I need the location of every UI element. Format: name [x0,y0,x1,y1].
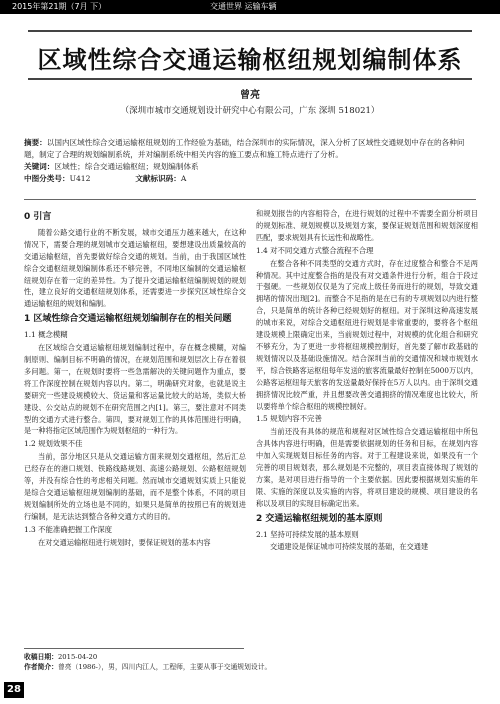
doc-code-value: A [180,174,187,183]
page-number: 28 [4,682,24,698]
subsection-heading: 1.1 概念模糊 [24,330,68,340]
paragraph: 当前还没有具体的规范和规程对区域性综合交通运输枢纽中所包含具体内容进行明确，但是需要依据规划的任务和目标，在规划内容中加入实现规划目标任务的内容。对于工程建设来说，如果没有一个完善的项目规划表，那么规划是不完整的，项目表直接体现了规划的方案，是对项目进行指导的一个主要依据。因此要根据规划实施的年限、实施的深度以及实施的内容，将项目建设的规模、项目建设的名称以及项目的实现目标确定出来。 [256,427,478,508]
section-heading: 1 区域性综合交通运输枢纽规划编制存在的相关问题 [24,314,232,325]
doc-code-label: 文献标识码： [135,174,181,183]
keywords-text: 区域性；综合交通运输枢纽；规划编制体系 [54,162,199,171]
subsection-heading: 1.3 不能准确把握工作深度 [24,524,113,534]
title-box [28,30,472,80]
bio-label: 作者简介： [24,663,58,671]
left-column [24,208,246,548]
author-bio: 曾亮（1986-），男，四川内江人，工程师，主要从事于交通规划设计。 [57,663,272,671]
paper-title: 区域性综合交通运输枢纽规划编制体系 [37,46,463,74]
subsection-heading: 2.1 坚持可持续发展的基本原则 [256,529,359,539]
abstract-label: 摘要： [24,138,47,147]
subsection-heading: 1.4 对不同交通方式整合流程不合理 [256,245,374,255]
paragraph: 在区域综合交通运输枢纽规划编制过程中，存在概念模糊，对编制原则、编制目标不明确的情况，在规划范围和规划层次上存在着很多问题。第一，在规划时要将一些急需解决的关键问题作为重点，要将工作深度控制在规划内容以内。第二，明确研究对象，也就是说主要研究一些建设规模较大、货运量和客运量比较大的站场，类似大桥建设、公交站点的规划不在研究范围之内[1]。第三，要注意对不同类型的交通方式进行整合。第四，要对规划工作的具体范围进行明确，是一种将指定区域范围作为规划枢纽的一种行为。 [24,343,246,436]
paper-meta [24,161,476,185]
header-divider [24,199,476,200]
author-bio-line [24,662,476,672]
paragraph: 随着公路交通行业的不断发展，城市交通压力越来越大，在这种情况下，需要合理的规划城市交通运输枢纽，要想建设出质量较高的交通运输枢纽，首先要做好综合交通的规划。当前，由于我国区域性综合交通枢纽规划编制体系还不够完善，不同地区编制的交通运输枢纽规划存在着一定的差异性。为了提升交通运输枢纽编制规划的规划性，建立良好的交通枢纽规划体系，还需要进一步探究区域性综合交通运输枢纽的规划和编制。 [24,227,246,309]
clc-value: U412 [69,174,91,183]
keywords-line [24,161,476,173]
subsection-heading: 1.5 规划内容不完善 [256,414,322,424]
classification-line [24,173,476,185]
abstract [24,137,476,161]
received-date-line [24,652,476,662]
abstract-text: 以国内区域性综合交通运输枢纽规划的工作经验为基础，结合深圳市的实际情况，深入分析了区域性交通规划中存在的各种问题，制定了合理的规划编制系统，并对编制系统中相关内容的施工要点和施工特点进行了分析。 [24,138,465,159]
received-date: 2015-04-20 [57,653,98,661]
received-label: 收稿日期： [24,653,58,661]
author-name: 曾亮 [240,90,260,101]
journal-name: 交通世界 运输车辆 [210,2,277,11]
issue-label: 2015年第21期（7月 下） [12,2,107,11]
author-affiliation: （深圳市城市交通规划设计研究中心有限公司，广东 深圳 518021） [120,106,380,116]
right-column [256,208,478,553]
paragraph: 在对交通运输枢纽进行规划时，要保证规划的基本内容 [38,537,211,547]
footnote [24,652,476,672]
paragraph: 和规划报告的内容相符合，在进行规划的过程中不需要全面分析项目的规划标准、规划规模以及规划方案，要保证规划范围和规划深度相匹配，要求规划具有长远性和战略性。 [256,209,478,242]
section-heading: 0 引言 [24,212,52,222]
footnote-divider [24,648,244,649]
paragraph: 当前，部分地区只是从交通运输方面来规划交通枢纽，然后汇总已经存在的港口规划、铁路线路规划、高速公路规划、公路枢纽规划等，并没有综合性的考虑相关问题。然而城市交通规划实质上只能说是综合交通运输枢纽规划编制的基础，而不是整个体系，不同的项目规划编制所处的立场也是不同的，如果只是简单的按照已有的规划进行编制，是无法达到整合各种交通方式的目的。 [24,452,246,521]
section-heading: 2 交通运输枢纽规划的基本原则 [256,513,383,524]
clc-label: 中图分类号： [24,174,70,183]
running-header [0,0,500,14]
paragraph: 交通建设是保证城市可持续发展的基础，在交通建 [270,542,429,552]
paragraph: 在整合各种不同类型的交通方式时，存在过度整合和整合不足两种情况。其中过度整合指的是没有对交通条件进行分析，组合于段过于强硬。一些规划仅仅是为了完成上级任务而进行的规划，导致交通拥堵的情况出现[2]。而整合不足指的是在已有的专项规划以内进行整合，只是简单的统计各种已经规划好的枢纽。对于深圳这种高速发展的城市来说，对综合交通枢纽进行规划是非常重要的，要将各个枢纽建设规模上限确定出来，当前规划过程中，对规模的优化组合和研究不够充分，为了更进一步将枢纽规模控制好，首先要了解市政基础的规划情况以及基础设施情况。结合深圳当前的交通情况和城市规划水平，综合铁路客运枢纽每年发送的旅客流量最好控制在5000万以内，公路客运枢纽每天旅客的发送量最好保持在5万人以内。由于深圳交通拥挤情况比较严重，并且想要改善交通拥挤的情况难度也比较大，所以要将单个综合枢纽的规模控制好。 [256,258,478,411]
keywords-label: 关键词： [24,162,55,171]
subsection-heading: 1.2 规划效果不佳 [24,439,83,449]
